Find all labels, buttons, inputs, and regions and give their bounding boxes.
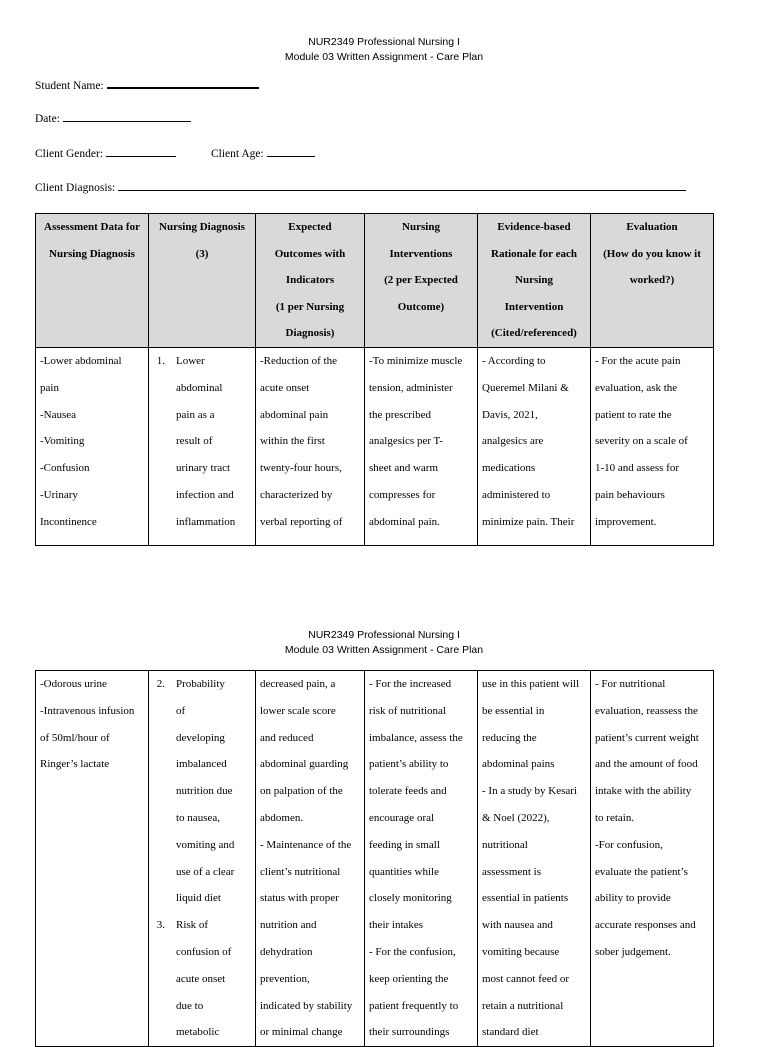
diagnosis-item-3: 3. Risk of confusion of acute onset due to metabolic xyxy=(156,919,232,1039)
course-title: NUR2349 Professional Nursing I xyxy=(308,36,460,48)
course-title-page2: NUR2349 Professional Nursing I xyxy=(308,629,460,641)
header-expected-outcomes: Expected Outcomes with Indicators (1 per Nursing Diagnosis) xyxy=(256,214,365,348)
cell-evaluation: - For nutritional evaluation, reassess the patient’s current weight and the amount of food intake with the ability to retain. -For confusion, evaluate the patient’s ability to provide accurate responses and sober judgement. xyxy=(591,671,714,1047)
care-plan-table-page2 xyxy=(35,670,714,1047)
module-title: Module 03 Written Assignment - Care Plan xyxy=(284,51,484,63)
header-nursing-interventions: Nursing Interventions (2 per Expected Outcome) xyxy=(365,214,478,348)
table-row xyxy=(36,671,714,1047)
client-gender-field[interactable] xyxy=(35,146,176,161)
diagnosis-item-2: 2. Probability of developing imbalanced nutrition due to nausea, vomiting and use of a clear liquid diet xyxy=(156,678,235,905)
header-rationale: Evidence-based Rationale for each Nursing Intervention (Cited/referenced) xyxy=(478,214,591,348)
client-diagnosis-field[interactable] xyxy=(35,180,686,195)
date-line[interactable] xyxy=(63,111,191,122)
page2-header xyxy=(0,628,768,658)
client-age-line[interactable] xyxy=(267,146,315,157)
student-name-label: Student Name: xyxy=(35,80,104,92)
cell-nursing-interventions: -To minimize muscle tension, administer the prescribed analgesics per T- sheet and warm compresses for abdominal pain. xyxy=(365,347,478,545)
client-age-field[interactable] xyxy=(211,146,315,161)
client-age-label: Client Age: xyxy=(211,148,264,160)
cell-assessment: -Lower abdominal pain -Nausea -Vomiting -Confusion -Urinary Incontinence xyxy=(36,347,149,545)
cell-expected-outcomes: decreased pain, a lower scale score and reduced abdominal guarding on palpation of the abdomen. - Maintenance of the client’s nutritional status with proper nutrition and dehydration prevention, indicated by stability or minimal change xyxy=(256,671,365,1047)
client-gender-line[interactable] xyxy=(106,146,176,157)
table-header-row xyxy=(36,214,714,348)
cell-expected-outcomes: -Reduction of the acute onset abdominal pain within the first twenty-four hours, characterized by verbal reporting of xyxy=(256,347,365,545)
student-name-line[interactable] xyxy=(107,77,259,89)
header-nursing-diagnosis: Nursing Diagnosis (3) xyxy=(149,214,256,348)
client-diagnosis-line[interactable] xyxy=(118,180,686,191)
student-name-field[interactable] xyxy=(35,77,259,93)
cell-assessment: -Odorous urine -Intravenous infusion of 50ml/hour of Ringer’s lactate xyxy=(36,671,149,1047)
client-diagnosis-label: Client Diagnosis: xyxy=(35,182,116,194)
cell-rationale: use in this patient will be essential in reducing the abdominal pains - In a study by Kesari & Noel (2022), nutritional assessment is essential in patients with nausea and vomiting because most cannot feed or retain a nutritional standard diet xyxy=(478,671,591,1047)
page1-header xyxy=(0,35,768,65)
cell-nursing-interventions: - For the increased risk of nutritional imbalance, assess the patient’s ability to tolerate feeds and encourage oral feeding in small quantities while closely monitoring their intakes - For the confusion, keep orienting the patient frequently to their surroundings xyxy=(365,671,478,1047)
module-title-page2: Module 03 Written Assignment - Care Plan xyxy=(284,644,484,656)
date-label: Date: xyxy=(35,113,60,125)
table-row xyxy=(36,347,714,545)
care-plan-table-page1 xyxy=(35,213,714,546)
cell-nursing-diagnosis: 1. Lower abdominal pain as a result of urinary tract infection and inflammation xyxy=(149,347,256,545)
cell-evaluation: - For the acute pain evaluation, ask the patient to rate the severity on a scale of 1-10 and assess for pain behaviours improvement. xyxy=(591,347,714,545)
client-gender-label: Client Gender: xyxy=(35,148,104,160)
cell-rationale: - According to Queremel Milani & Davis, 2021, analgesics are medications administered to minimize pain. Their xyxy=(478,347,591,545)
cell-nursing-diagnosis xyxy=(149,671,256,1047)
header-evaluation: Evaluation (How do you know it worked?) xyxy=(591,214,714,348)
date-field[interactable] xyxy=(35,111,191,126)
header-assessment: Assessment Data for Nursing Diagnosis xyxy=(36,214,149,348)
